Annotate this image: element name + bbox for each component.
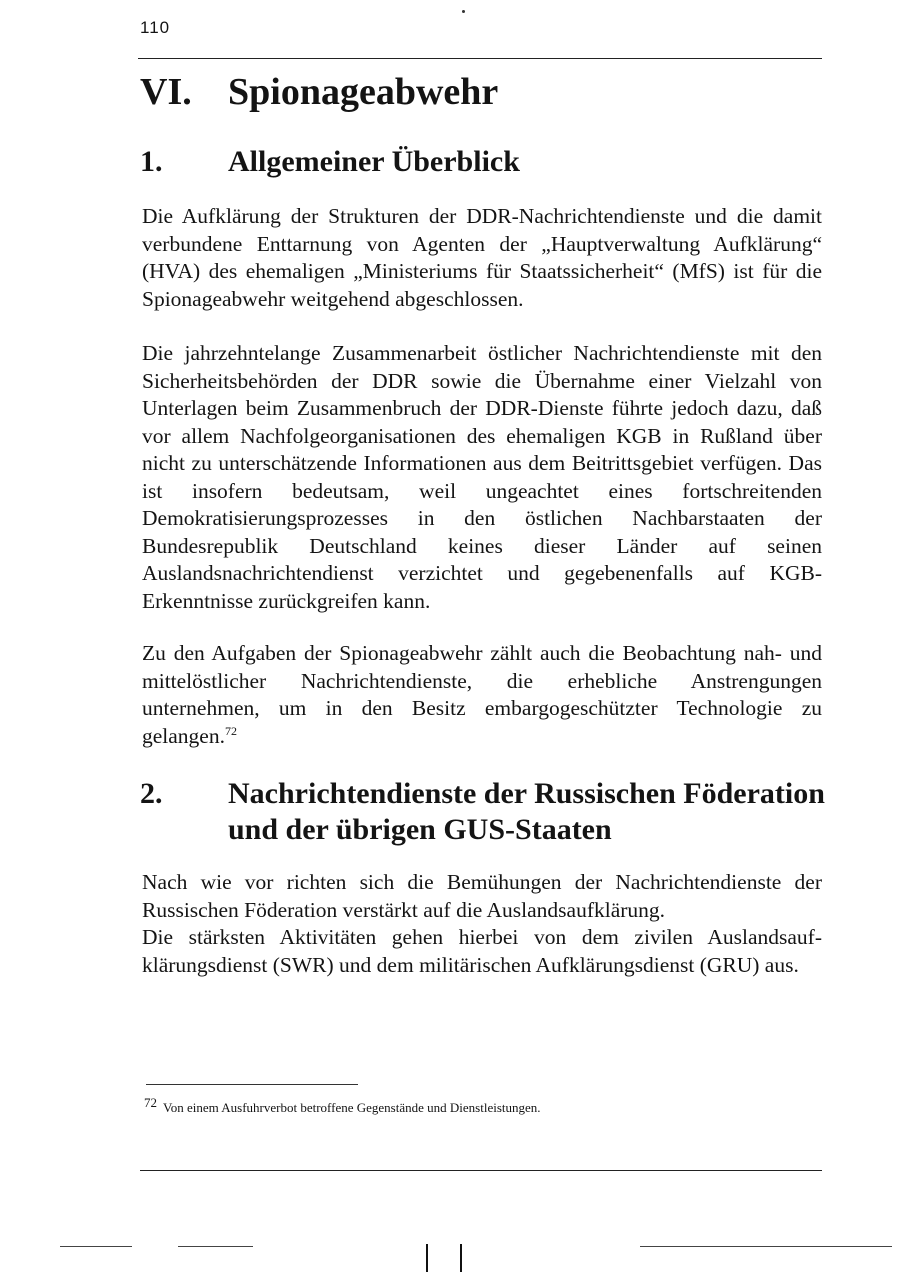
section-2-number: 2.: [140, 777, 163, 810]
header-rule: [138, 58, 822, 59]
section-1-paragraph-2: Die jahrzehntelange Zusammenarbeit östlicher Nachrichtendienste mit den Sicherheitsbehörden der DDR sowie die Übernahme einer Vielzahl von Unterlagen beim Zusammenbruch der DDR-Dienste führte jedoch dazu, daß vor allem Nachfolgeorganisationen des ehemaligen KGB in Rußland über nicht zu unterschätzende Informationen aus dem Beitrittsgebiet verfügen. Das ist insofern bedeutsam, weil ungeachtet eines fortschreitenden Demokratisierungsprozesses in den östlichen Nachbarstaaten der Bundesrepublik Deutschland keines dieser Länder auf seinen Auslandsnachrichtendienst verzichtet und gegebenenfalls auf KGB-Erkenntnisse zurückgreifen kann.: [142, 341, 822, 613]
chapter-title: Spionageabwehr: [228, 71, 499, 113]
section-1-paragraph-3: [142, 640, 822, 750]
footnote: [144, 1094, 541, 1117]
section-1-title: Allgemeiner Überblick: [228, 145, 520, 178]
footnote-number: 72: [144, 1095, 157, 1110]
chapter-heading: [140, 70, 498, 116]
section-2-paragraph-2: Die stärksten Aktivitäten gehen hierbei von dem zivilen Auslandsaufklärungsdienst (SWR) und dem militärischen Aufklärungsdienst (GRU) aus.: [142, 925, 822, 977]
page-number: 110: [140, 18, 171, 37]
scan-edge-mark-right: [460, 1244, 462, 1272]
scan-edge-line-center: [178, 1246, 253, 1247]
footer-rule: [140, 1170, 822, 1171]
section-2-heading: [140, 776, 838, 848]
section-2-paragraph-1: Nach wie vor richten sich die Bemühungen der Nachrichtendienste der Russischen Föderation verstärkt auf die Auslandsaufklärung.: [142, 870, 822, 922]
section-1-paragraph-1: Die Aufklärung der Strukturen der DDR-Nachrichtendienste und die damit verbundene Enttarnung von Agenten der „Hauptverwaltung Aufklärung“ (HVA) des ehemaligen „Ministeriums für Staatssicherheit“ (MfS) ist für die Spionageabwehr weitgehend abgeschlossen.: [142, 204, 822, 311]
footnote-reference: 72: [224, 723, 237, 738]
scan-edge-line-left: [60, 1246, 132, 1247]
section-2-title: Nachrichtendienste der Russischen Föderation und der übrigen GUS-Staaten: [228, 777, 825, 846]
footnote-rule: [146, 1084, 358, 1085]
footnote-text: Von einem Ausfuhrverbot betroffene Gegenstände und Dienstleistungen.: [163, 1100, 541, 1115]
section-1-paragraph-3-text: Zu den Aufgaben der Spionageabwehr zählt auch die Beobachtung nah- und mittelöstlicher Nachrichtendienste, die erhebliche Anstrengungen unternehmen, um in den Besitz embargogeschützter Technologie zu gelangen.: [142, 641, 822, 748]
chapter-number: VI.: [140, 71, 192, 113]
section-1-number: 1.: [140, 145, 163, 178]
scan-edge-mark-left: [426, 1244, 428, 1272]
scan-mark: [462, 10, 465, 13]
scan-edge-line-right: [640, 1246, 892, 1247]
section-1-heading: [140, 144, 838, 180]
